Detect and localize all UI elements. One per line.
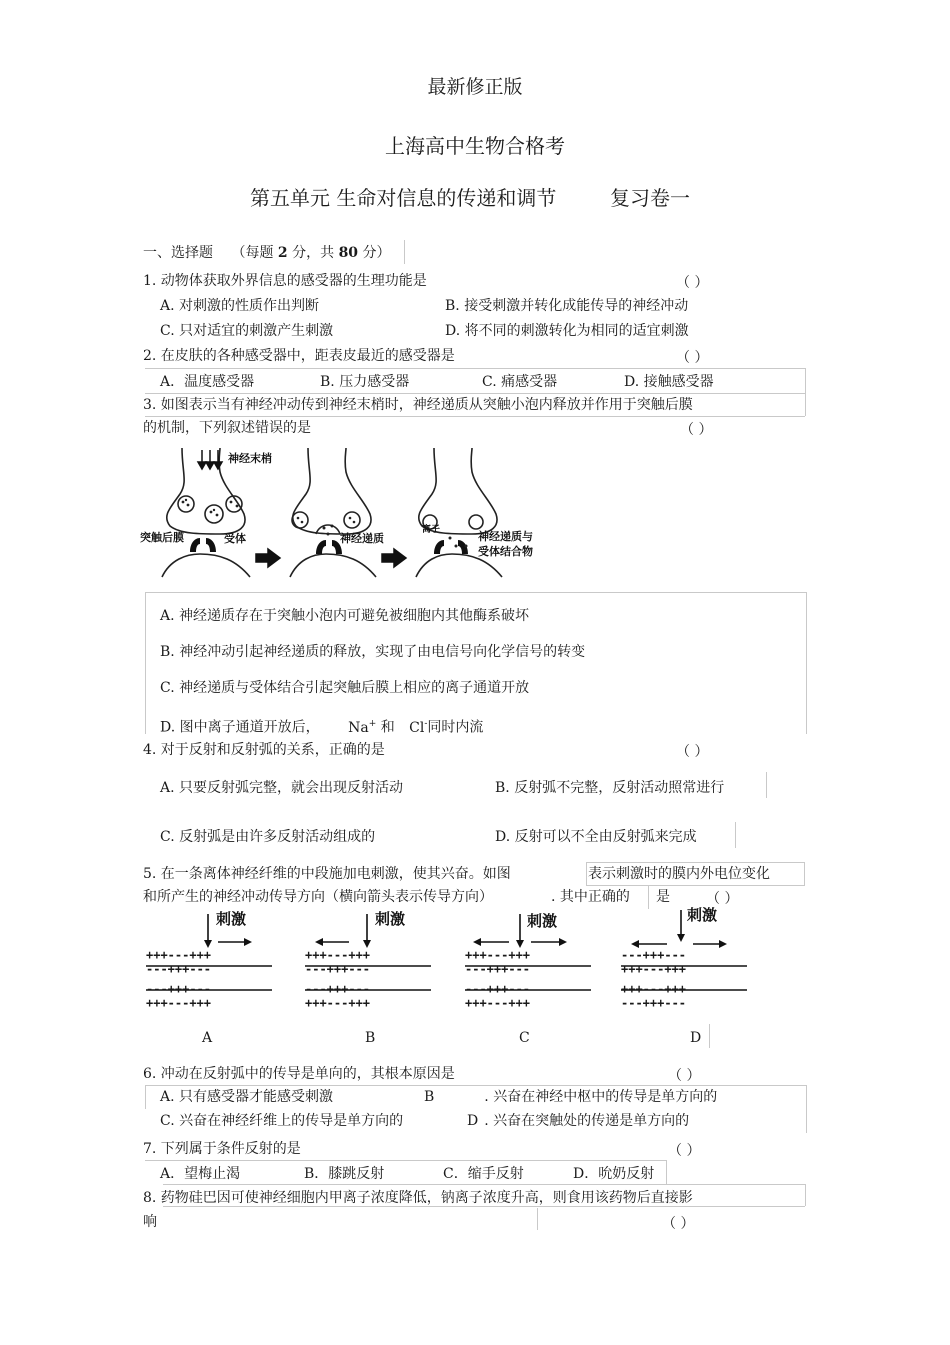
fiber-diagram-b	[305, 908, 435, 1008]
q6-option-c[interactable]: C. 兴奋在神经纤维上的传导是单方向的	[160, 1113, 404, 1129]
charge-row-b2: ---+++---	[305, 962, 371, 976]
stimulus-label-c: 刺激	[527, 912, 558, 930]
q5-stem-line2a: 和所产生的神经冲动传导方向（横向箭头表示传导方向）	[143, 889, 493, 905]
charge-row-b3: ---+++---	[305, 982, 371, 996]
q3-stem-line2: 的机制，下列叙述错误的是	[143, 420, 311, 436]
charge-row-b1: +++---+++	[305, 948, 371, 962]
charge-row-d4: ---+++---	[621, 996, 687, 1010]
q7-option-c[interactable]: C．缩手反射	[443, 1166, 524, 1182]
q1-option-a[interactable]: A. 对刺激的性质作出判断	[160, 298, 320, 314]
fig-label-ion: 离子	[422, 525, 441, 535]
q4-stem: 4. 对于反射和反射弧的关系，正确的是	[143, 742, 385, 758]
q4-option-d[interactable]: D. 反射可以不全由反射弧来完成	[495, 829, 697, 845]
q1-stem: 1. 动物体获取外界信息的感受器的生理功能是	[143, 273, 427, 289]
q2-option-a[interactable]: A．温度感受器	[160, 374, 255, 390]
q6-option-d[interactable]: D . 兴奋在突触处的传递是单方向的	[467, 1113, 690, 1129]
q1-option-c[interactable]: C. 只对适宜的刺激产生刺激	[160, 323, 334, 339]
charge-row-c1: +++---+++	[465, 948, 531, 962]
synapse-figure	[140, 442, 540, 582]
q1-answer-blank[interactable]: （ ）	[676, 275, 709, 291]
fig-label-postsynaptic: 突触后膜	[140, 531, 184, 544]
stimulus-label-a: 刺激	[216, 910, 247, 928]
q5-option-d[interactable]: D	[690, 1030, 702, 1046]
q3-option-d[interactable]: D. 图中离子通道开放后， Na+ 和 Cl-同时内流	[160, 719, 484, 736]
q2-answer-blank[interactable]: （ ）	[676, 350, 709, 366]
fiber-diagram-d	[621, 904, 751, 1010]
page-title: 上海高中生物合格考	[385, 134, 565, 158]
q5-option-c[interactable]: C	[519, 1030, 530, 1046]
charge-row-c3: ---+++---	[465, 982, 531, 996]
q5-stem-line2c: 是	[656, 889, 670, 905]
q1-option-d[interactable]: D. 将不同的刺激转化为相同的适宜刺激	[445, 323, 689, 339]
q3-option-b[interactable]: B. 神经冲动引起神经递质的释放，实现了由电信号向化学信号的转变	[160, 644, 586, 660]
q2-option-c[interactable]: C. 痛感受器	[482, 374, 558, 390]
q4-option-a[interactable]: A. 只要反射弧完整，就会出现反射活动	[160, 780, 404, 796]
q6-option-b[interactable]: B . 兴奋在神经中枢中的传导是单方向的	[424, 1089, 718, 1105]
charge-row-a3: ---+++---	[146, 982, 212, 996]
charge-row-b4: +++---+++	[305, 996, 371, 1010]
q7-stem: 7. 下列属于条件反射的是	[143, 1141, 301, 1157]
q5-stem-line1a: 5. 在一条离体神经纤维的中段施加电刺激，使其兴奋。如图	[143, 866, 511, 882]
q2-option-b[interactable]: B. 压力感受器	[320, 374, 410, 390]
q5-option-a[interactable]: A	[202, 1030, 213, 1046]
q3-answer-blank[interactable]: （ ）	[680, 422, 713, 438]
q4-option-b[interactable]: B. 反射弧不完整，反射活动照常进行	[495, 780, 725, 796]
fiber-diagram-a	[146, 908, 276, 1008]
charge-row-c2: ---+++---	[465, 962, 531, 976]
fig-label-transmitter: 神经递质	[340, 532, 384, 545]
q5-option-b[interactable]: B	[365, 1030, 376, 1046]
unit-title: 第五单元 生命对信息的传递和调节	[250, 186, 557, 210]
fig-label-complex-1: 神经递质与	[478, 530, 533, 543]
charge-row-c4: +++---+++	[465, 996, 531, 1010]
charge-row-d2: +++---+++	[621, 962, 687, 976]
q4-answer-blank[interactable]: （ ）	[676, 744, 709, 760]
q8-stem-line2: 响	[143, 1214, 157, 1230]
q7-answer-blank[interactable]: （ ）	[668, 1143, 701, 1159]
exam-name: 复习卷一	[610, 186, 690, 210]
fiber-diagram-c	[465, 908, 595, 1008]
q4-option-c[interactable]: C. 反射弧是由许多反射活动组成的	[160, 829, 376, 845]
q8-answer-blank[interactable]: （ ）	[662, 1216, 695, 1232]
charge-row-a1: +++---+++	[146, 948, 212, 962]
q1-option-b[interactable]: B. 接受刺激并转化成能传导的神经冲动	[445, 298, 689, 314]
charge-row-d1: ---+++---	[621, 948, 687, 962]
fig-label-receptor: 受体	[224, 532, 246, 545]
charge-row-a2: ---+++---	[146, 962, 212, 976]
fig-label-nerve-end: 神经末梢	[228, 452, 272, 465]
q5-stem-line1b: 表示刺激时的膜内外电位变化	[588, 866, 770, 882]
stimulus-label-d: 刺激	[687, 906, 718, 924]
q5-stem-line2b: . 其中正确的	[551, 889, 630, 905]
q3-option-c[interactable]: C. 神经递质与受体结合引起突触后膜上相应的离子通道开放	[160, 680, 530, 696]
q6-answer-blank[interactable]: （ ）	[668, 1068, 701, 1084]
stimulus-label-b: 刺激	[375, 910, 406, 928]
q8-stem-line1: 8. 药物硅巴因可使神经细胞内甲离子浓度降低，钠离子浓度升高，则食用该药物后直接影	[143, 1190, 693, 1206]
q2-stem: 2. 在皮肤的各种感受器中，距表皮最近的感受器是	[143, 348, 455, 364]
section-heading: 一、选择题 （每题 2 分，共 80 分）	[143, 245, 391, 261]
q5-answer-blank[interactable]: （ ）	[706, 891, 739, 907]
q7-option-d[interactable]: D．吮奶反射	[573, 1166, 655, 1182]
q3-stem-line1: 3. 如图表示当有神经冲动传到神经末梢时，神经递质从突触小泡内释放并作用于突触后膜	[143, 397, 693, 413]
q7-option-a[interactable]: A．望梅止渴	[160, 1166, 241, 1182]
q6-stem: 6. 冲动在反射弧中的传导是单向的，其根本原因是	[143, 1066, 455, 1082]
fig-label-complex-2: 受体结合物	[478, 545, 533, 558]
charge-row-d3: +++---+++	[621, 982, 687, 996]
q3-option-a[interactable]: A. 神经递质存在于突触小泡内可避免被细胞内其他酶系破坏	[160, 608, 530, 624]
q2-option-d[interactable]: D. 接触感受器	[624, 374, 714, 390]
q6-option-a[interactable]: A. 只有感受器才能感受刺激	[160, 1089, 334, 1105]
charge-row-a4: +++---+++	[146, 996, 212, 1010]
header-top: 最新修正版	[427, 76, 523, 98]
q7-option-b[interactable]: B．膝跳反射	[304, 1166, 385, 1182]
